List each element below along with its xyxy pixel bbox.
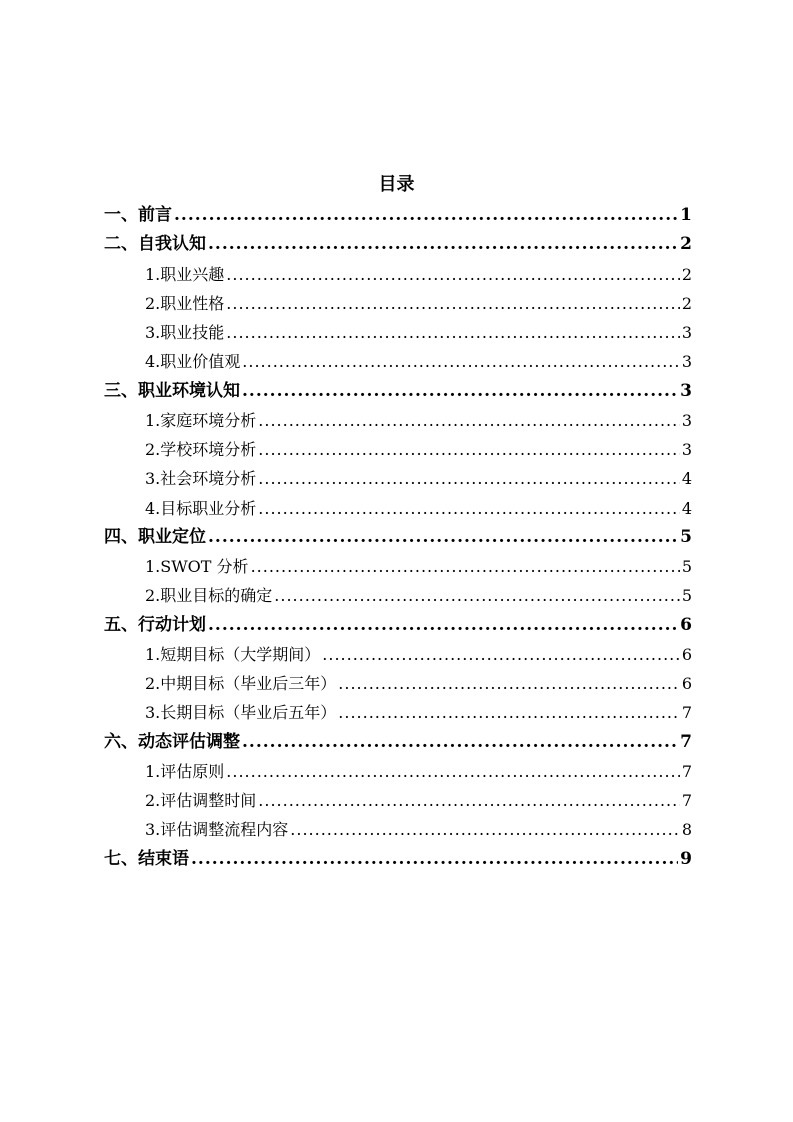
dot-leader	[242, 377, 678, 406]
toc-page-number: 6	[681, 674, 692, 693]
toc-entry-label: 四、职业定位	[104, 526, 206, 547]
toc-page-number: 6	[681, 644, 692, 664]
dot-leader	[191, 845, 678, 874]
toc-page-number: 3	[681, 352, 692, 372]
toc-section-entry[interactable]	[104, 698, 692, 727]
dot-leader	[338, 669, 680, 698]
dot-leader	[322, 640, 680, 669]
toc-entry-label: 3.职业技能	[145, 323, 225, 342]
toc-page-number: 7	[680, 731, 692, 752]
dot-leader	[208, 230, 678, 259]
toc-section-entry[interactable]	[104, 669, 692, 698]
toc-entry-label: 3.长期目标（毕业后五年）	[145, 703, 337, 723]
toc-entry-label: 2.职业性格	[145, 293, 225, 313]
toc-page-number: 8	[681, 820, 692, 840]
toc-page-number: 2	[681, 264, 692, 284]
toc-entry-label: 3.社会环境分析	[145, 469, 257, 489]
toc-page-number: 9	[680, 848, 692, 869]
dot-leader	[208, 611, 678, 640]
toc-page-number: 3	[681, 410, 692, 430]
toc-chapter-entry[interactable]	[104, 728, 692, 757]
dot-leader	[258, 464, 680, 493]
toc-entry-label: 2.评估调整时间	[145, 791, 257, 810]
toc-section-entry[interactable]	[104, 464, 692, 493]
dot-leader	[290, 815, 680, 844]
toc-section-entry[interactable]	[104, 260, 692, 289]
toc-entry-label: 1.家庭环境分析	[145, 410, 257, 430]
toc-entry-label: 二、自我认知	[104, 234, 206, 255]
dot-leader	[258, 435, 680, 464]
toc-section-entry[interactable]	[104, 581, 692, 610]
toc-chapter-entry[interactable]	[104, 201, 692, 230]
toc-entry-label: 1.评估原则	[145, 761, 225, 781]
toc-page-number: 7	[681, 703, 692, 723]
dot-leader	[174, 201, 678, 230]
toc-entry-label: 1.SWOT 分析	[145, 557, 249, 576]
toc-page-number: 1	[680, 205, 692, 225]
toc-page-number: 5	[680, 526, 692, 547]
toc-chapter-entry[interactable]	[104, 845, 692, 874]
toc-chapter-entry[interactable]	[104, 523, 692, 552]
toc-section-entry[interactable]	[104, 435, 692, 464]
toc-section-entry[interactable]	[104, 757, 692, 786]
dot-leader	[242, 347, 680, 376]
toc-page-number: 3	[681, 440, 692, 459]
toc-entry-label: 七、结束语	[104, 848, 189, 869]
toc-entry-label: 3.评估调整流程内容	[145, 820, 289, 840]
toc-entry-label: 三、职业环境认知	[104, 380, 240, 401]
toc-section-entry[interactable]	[104, 318, 692, 347]
toc-entry-label: 一、前言	[104, 205, 172, 225]
toc-page-number: 4	[681, 498, 692, 518]
toc-entry-label: 1.短期目标（大学期间）	[145, 644, 321, 664]
toc-section-entry[interactable]	[104, 406, 692, 435]
toc-entry-label: 2.中期目标（毕业后三年）	[145, 674, 337, 693]
table-of-contents	[104, 201, 692, 874]
dot-leader	[258, 786, 680, 815]
toc-section-entry[interactable]	[104, 640, 692, 669]
toc-section-entry[interactable]	[104, 494, 692, 523]
dot-leader	[242, 728, 678, 757]
toc-entry-label: 2.职业目标的确定	[145, 586, 273, 606]
toc-page-number: 6	[680, 614, 692, 635]
toc-page-number: 3	[681, 323, 692, 342]
toc-section-entry[interactable]	[104, 815, 692, 844]
toc-entry-label: 五、行动计划	[104, 614, 206, 635]
toc-page-number: 7	[681, 761, 692, 781]
toc-entry-label: 4.目标职业分析	[145, 498, 257, 518]
dot-leader	[208, 523, 678, 552]
dot-leader	[338, 698, 680, 727]
dot-leader	[258, 494, 680, 523]
toc-chapter-entry[interactable]	[104, 230, 692, 259]
toc-section-entry[interactable]	[104, 552, 692, 581]
toc-page-number: 3	[680, 380, 692, 401]
toc-page-number: 5	[681, 557, 692, 576]
toc-page-number: 5	[681, 586, 692, 606]
toc-page-number: 4	[681, 469, 692, 489]
toc-entry-label: 1.职业兴趣	[145, 264, 225, 284]
toc-entry-label: 4.职业价值观	[145, 352, 241, 372]
toc-section-entry[interactable]	[104, 786, 692, 815]
toc-chapter-entry[interactable]	[104, 377, 692, 406]
dot-leader	[226, 289, 680, 318]
toc-chapter-entry[interactable]	[104, 611, 692, 640]
toc-page-number: 2	[681, 293, 692, 313]
toc-page-number: 7	[681, 791, 692, 810]
dot-leader	[251, 552, 680, 581]
dot-leader	[274, 581, 680, 610]
dot-leader	[226, 757, 680, 786]
toc-section-entry[interactable]	[104, 347, 692, 376]
toc-title: 目录	[378, 174, 415, 195]
dot-leader	[226, 318, 680, 347]
dot-leader	[258, 406, 680, 435]
toc-page-number: 2	[680, 234, 692, 255]
toc-section-entry[interactable]	[104, 289, 692, 318]
dot-leader	[226, 260, 680, 289]
toc-entry-label: 六、动态评估调整	[104, 731, 240, 752]
toc-entry-label: 2.学校环境分析	[145, 440, 257, 459]
